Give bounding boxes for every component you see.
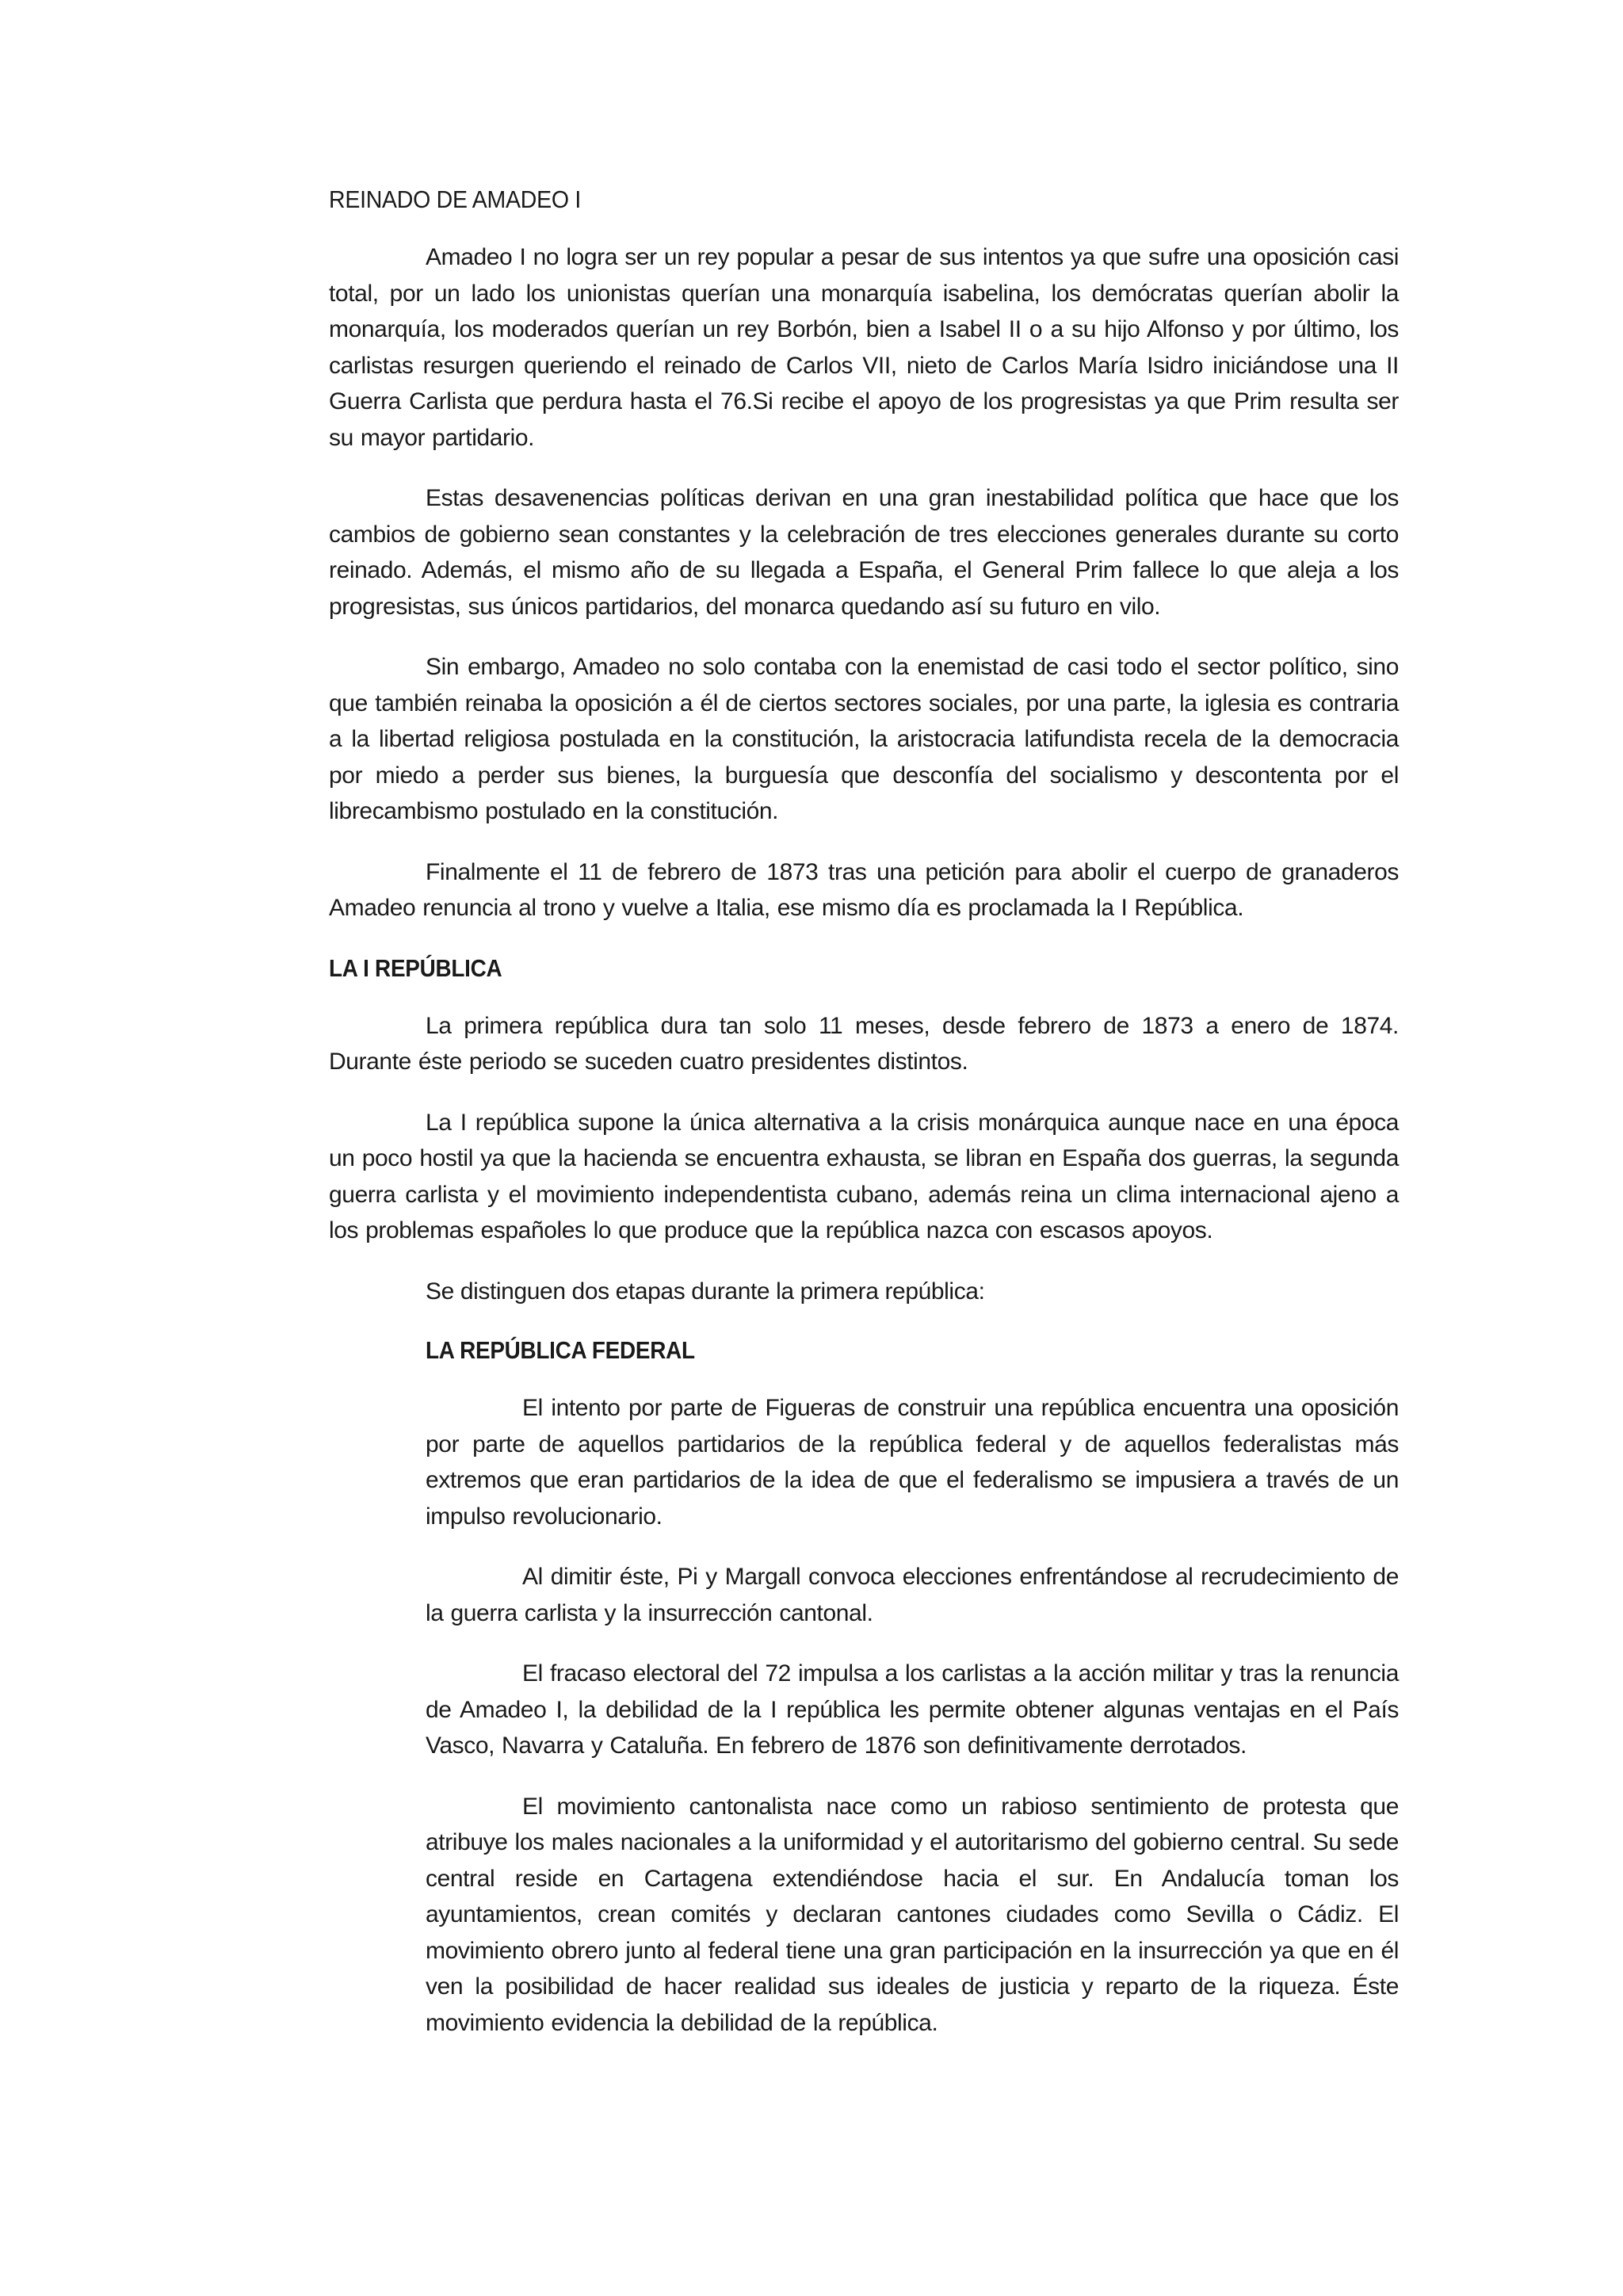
paragraph: El fracaso electoral del 72 impulsa a los carlistas a la acción militar y tras la renuncia de Amadeo I, la debilidad de la I república les permite obtener algunas ventajas en el País Vasco, Navarra y Cataluña. En febrero de 1876 son definitivamente derrotados. [426,1660,1399,1759]
subsection-republica-federal [426,1333,1399,2041]
paragraph: Estas desavenencias políticas derivan en una gran inestabilidad política que hace que los cambios de gobierno sean constantes y la celebración de tres elecciones generales durante su corto reinado. Además, el mismo año de su llegada a España, el General Prim fallece lo que aleja a los progresistas, sus únicos partidarios, del monarca quedando así su futuro en vilo. [329,485,1399,620]
paragraph: La primera república dura tan solo 11 meses, desde febrero de 1873 a enero de 1874. Durante éste periodo se suceden cuatro presidentes distintos. [329,1012,1399,1075]
paragraph: Amadeo I no logra ser un rey popular a pesar de sus intentos ya que sufre una oposición casi total, por un lado los unionistas querían una monarquía isabelina, los demócratas querían abolir la monarquía, los moderados querían un rey Borbón, bien a Isabel II o a su hijo Alfonso y por último, los carlistas resurgen queriendo el reinado de Carlos VII, nieto de Carlos María Isidro iniciándose una II Guerra Carlista que perdura hasta el 76.Si recibe el apoyo de los progresistas ya que Prim resulta ser su mayor partidario. [329,244,1399,451]
intro-line: Se distinguen dos etapas durante la primera república: [426,1278,985,1305]
paragraph: Al dimitir éste, Pi y Margall convoca elecciones enfrentándose al recrudecimiento de la guerra carlista y la insurrección cantonal. [426,1564,1399,1626]
paragraph: Sin embargo, Amadeo no solo contaba con la enemistad de casi todo el sector político, sino que también reinaba la oposición a él de ciertos sectores sociales, por una parte, la iglesia es contraria a la libertad religiosa postulada en la constitución, la aristocracia latifundista recela de la democracia por miedo a perder sus bienes, la burguesía que desconfía del socialismo y descontenta por el librecambismo postulado en la constitución. [329,654,1399,824]
section-title-reinado-amadeo: REINADO DE AMADEO I [329,185,582,213]
subsection-title: LA REPÚBLICA FEDERAL [426,1336,695,1364]
section-title-primera-republica: LA I REPÚBLICA [329,953,502,982]
paragraph: El movimiento cantonalista nace como un rabioso sentimiento de protesta que atribuye los males nacionales a la uniformidad y el autoritarismo del gobierno central. Su sede central reside en Cartagena extendiéndose hacia el sur. En Andalucía toman los ayuntamientos, crean comités y declaran cantones ciudades como Sevilla o Cádiz. El movimiento obrero junto al federal tiene una gran participación en la insurrección ya que en él ven la posibilidad de hacer realidad sus ideales de justicia y reparto de la riqueza. Éste movimiento evidencia la debilidad de la república. [426,1793,1399,2036]
paragraph: Finalmente el 11 de febrero de 1873 tras una petición para abolir el cuerpo de granaderos Amadeo renuncia al trono y vuelve a Italia, ese mismo día es proclamada la I República. [329,858,1399,921]
document-body [329,182,1399,2065]
paragraph: El intento por parte de Figueras de construir una república encuentra una oposición por parte de aquellos partidarios de la república federal y de aquellos federalistas más extremos que eran partidarios de la idea de que el federalismo se impusiera a través de un impulso revolucionario. [426,1395,1399,1530]
paragraph: La I república supone la única alternativa a la crisis monárquica aunque nace en una época un poco hostil ya que la hacienda se encuentra exhausta, se libran en España dos guerras, la segunda guerra carlista y el movimiento independentista cubano, además reina un clima internacional ajeno a los problemas españoles lo que produce que la república nazca con escasos apoyos. [329,1109,1399,1244]
